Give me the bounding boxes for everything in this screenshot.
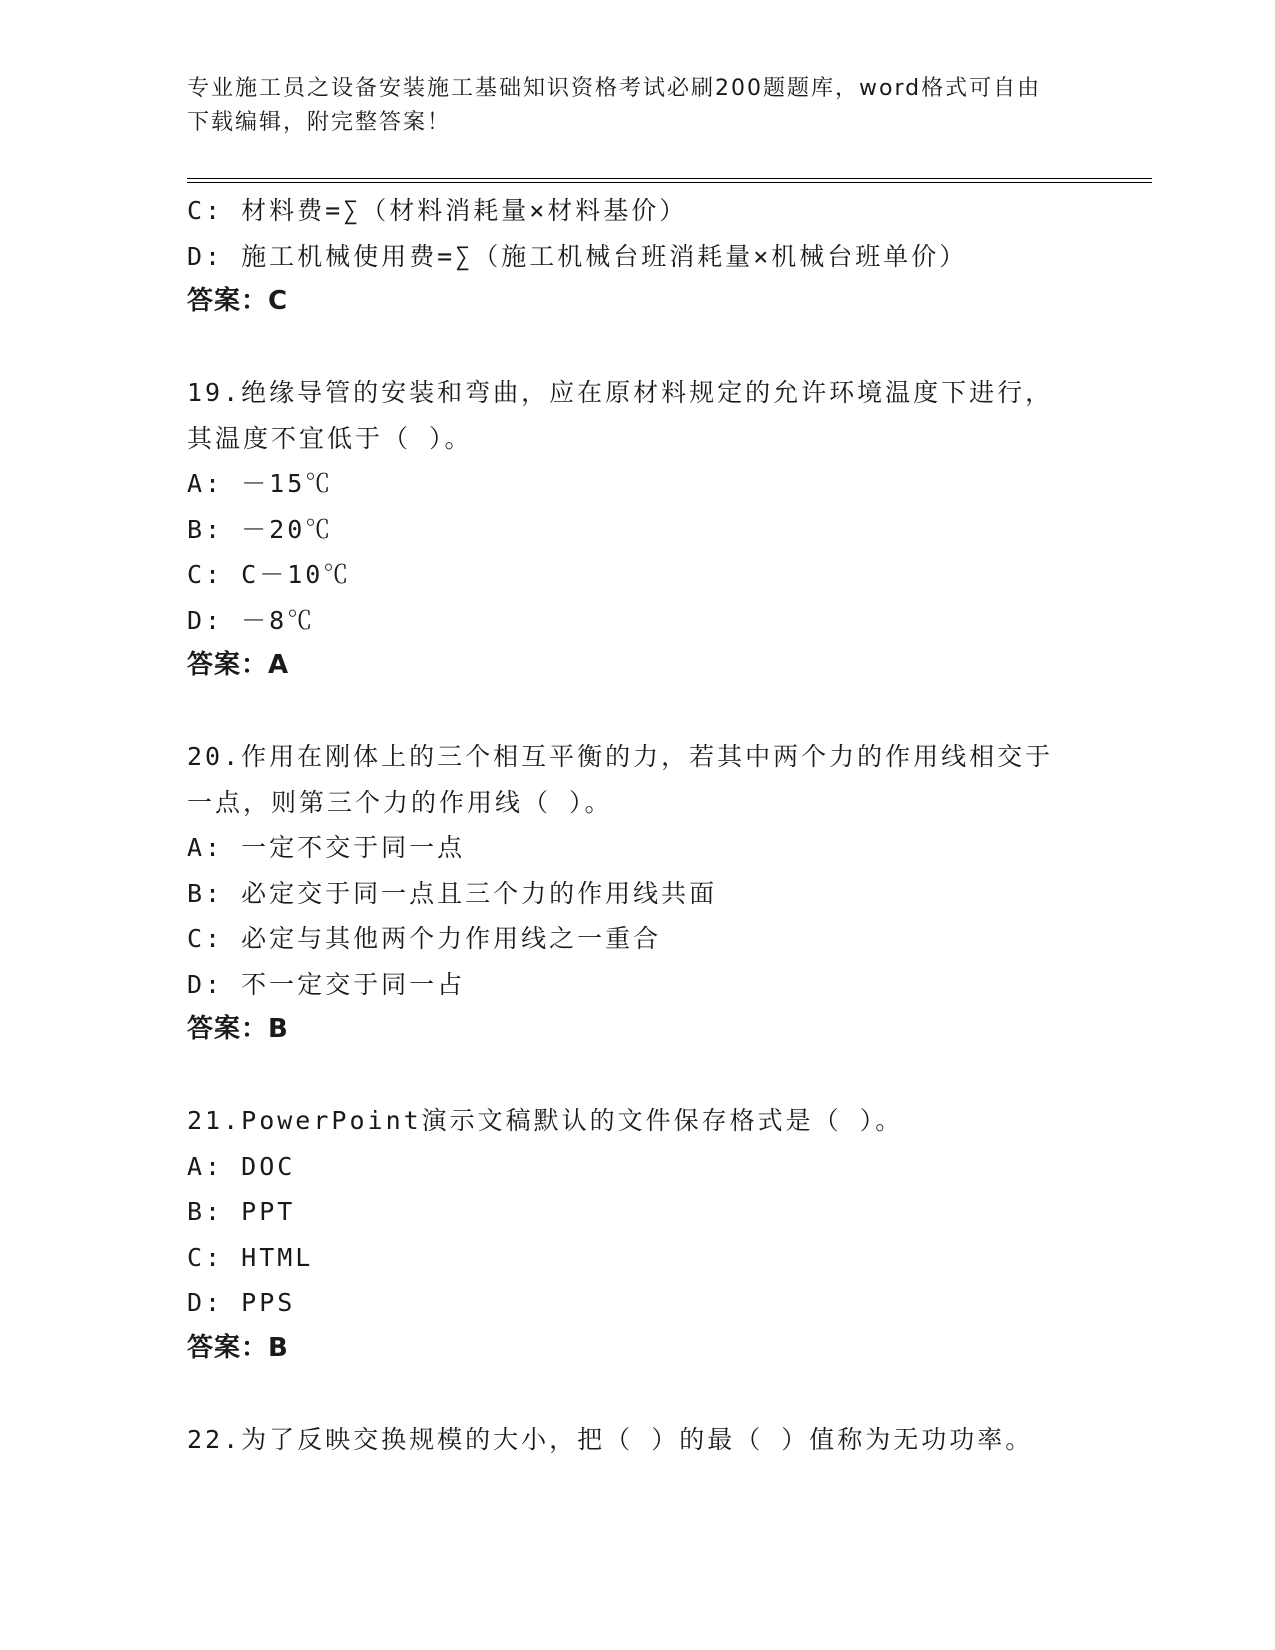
question-stem: 其温度不宜低于（ ）。 — [187, 423, 473, 453]
question-stem: 21.PowerPoint演示文稿默认的文件保存格式是（ ）。 — [187, 1106, 904, 1135]
document-header — [187, 72, 1087, 140]
header-line-1: 专业施工员之设备安装施工基础知识资格考试必刷200题题库，word格式可自由 — [187, 76, 1042, 101]
option-c: C: 材料费=∑（材料消耗量×材料基价） — [187, 196, 688, 225]
option-a: A: 一定不交于同一点 — [187, 833, 466, 862]
question-22 — [187, 1417, 1152, 1463]
option-a: A: DOC — [187, 1151, 296, 1181]
question-spacer — [187, 325, 1152, 371]
option-d: D: －8℃ — [187, 605, 316, 635]
question-stem: 一点，则第三个力的作用线（ ）。 — [187, 787, 613, 817]
question-spacer — [187, 689, 1152, 735]
question-spacer — [187, 1371, 1152, 1417]
header-line-2: 下载编辑，附完整答案！ — [187, 110, 452, 135]
question-18-carryover — [187, 188, 1152, 325]
question-19 — [187, 370, 1152, 689]
option-b: B: 必定交于同一点且三个力的作用线共面 — [187, 878, 718, 908]
option-d: D: PPS — [187, 1288, 296, 1317]
answer: 答案：B — [187, 1014, 289, 1044]
question-content — [187, 188, 1152, 1462]
option-b: B: PPT — [187, 1197, 296, 1226]
option-d: D: 不一定交于同一占 — [187, 969, 466, 999]
option-d: D: 施工机械使用费=∑（施工机械台班消耗量×机械台班单价） — [187, 241, 968, 271]
option-c: C: HTML — [187, 1242, 314, 1272]
question-spacer — [187, 1053, 1152, 1099]
question-stem: 22.为了反映交换规模的大小，把（ ）的最（ ）值称为无功功率。 — [187, 1424, 1034, 1454]
header-divider-top — [187, 178, 1152, 179]
answer: 答案：B — [187, 1332, 289, 1363]
answer: 答案：C — [187, 286, 289, 316]
header-divider-bottom — [187, 182, 1152, 183]
question-20 — [187, 734, 1152, 1053]
option-a: A: －15℃ — [187, 469, 334, 498]
question-stem: 19.绝缘导管的安装和弯曲，应在原材料规定的允许环境温度下进行， — [187, 378, 1054, 407]
option-b: B: －20℃ — [187, 514, 334, 544]
question-21 — [187, 1098, 1152, 1371]
answer: 答案：A — [187, 650, 290, 680]
question-stem: 20.作用在刚体上的三个相互平衡的力，若其中两个力的作用线相交于 — [187, 742, 1054, 771]
option-c: C: C－10℃ — [187, 560, 352, 589]
option-c: C: 必定与其他两个力作用线之一重合 — [187, 924, 662, 953]
